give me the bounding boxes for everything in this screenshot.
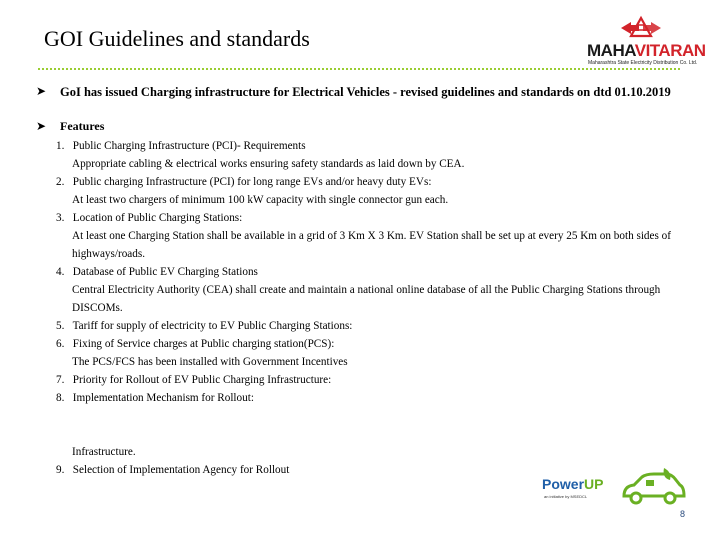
page-number: 8 xyxy=(680,509,686,519)
list-item-text: Public charging Infrastructure (PCI) for long range EVs and/or heavy duty EVs: xyxy=(72,176,432,188)
list-item: 2. Public charging Infrastructure (PCI) for long range EVs and/or heavy duty EVs: xyxy=(56,176,432,188)
list-item: 5. Tariff for supply of electricity to EV Public Charging Stations: xyxy=(56,320,353,332)
list-item-text: Public Charging Infrastructure (PCI)- Requirements xyxy=(72,140,306,152)
powerup-text-up: UP xyxy=(584,476,604,492)
logo-text-vitaran: VITARAN xyxy=(634,41,706,60)
list-item: 7. Priority for Rollout of EV Public Charging Infrastructure: xyxy=(56,374,332,386)
bullet-intro xyxy=(36,84,686,101)
list-item: 8. Implementation Mechanism for Rollout: xyxy=(56,392,254,404)
list-item-detail: Central Electricity Authority (CEA) shall create and maintain a national online database of all the Public Charging Stations through DISCOMs. xyxy=(72,284,661,314)
intro-text: GoI has issued Charging infrastructure for Electrical Vehicles - revised guidelines and standards on dtd 01.10.2019 xyxy=(60,85,671,99)
tower-arrows-icon xyxy=(585,14,697,44)
bullet-features xyxy=(36,119,686,134)
features-heading: Features xyxy=(60,119,105,133)
ev-car-icon xyxy=(620,468,686,506)
powerup-tagline: an initiative by MSEDCL xyxy=(544,494,588,499)
list-item-detail: Appropriate cabling & electrical works ensuring safety standards as laid down by CEA. xyxy=(72,158,465,170)
logo-wordmark xyxy=(587,41,706,61)
list-item-detail: At least two chargers of minimum 100 kW capacity with single connector gun each. xyxy=(72,194,449,206)
powerup-text-power: Power xyxy=(542,476,585,492)
list-item-detail: At least one Charging Station shall be available in a grid of 3 Km X 3 Km. EV Station shall be set up at every 25 Km on both sides of highways/roads. xyxy=(72,230,671,260)
title-divider xyxy=(38,68,680,70)
powerup-wordmark xyxy=(542,476,603,492)
list-item-text: Location of Public Charging Stations: xyxy=(72,212,243,224)
list-item-text: Selection of Implementation Agency for Rollout xyxy=(72,464,290,476)
features-list xyxy=(56,137,686,479)
list-item-text: Database of Public EV Charging Stations xyxy=(72,266,258,278)
list-item-detail: The PCS/FCS has been installed with Government Incentives xyxy=(72,356,348,368)
logo-subtitle: Maharashtra State Electricity Distribution Co. Ltd. xyxy=(588,60,698,66)
powerup-logo xyxy=(532,470,692,506)
logo-text-maha: MAHA xyxy=(587,41,635,60)
arrowhead-bullet-icon: ➤ xyxy=(36,119,47,133)
list-item: 4. Database of Public EV Charging Stations xyxy=(56,266,258,278)
spacer xyxy=(56,407,686,443)
mahavitaran-logo xyxy=(585,14,706,74)
list-item: 3. Location of Public Charging Stations: xyxy=(56,212,243,224)
arrowhead-bullet-icon: ➤ xyxy=(36,84,47,98)
page-title: GOI Guidelines and standards xyxy=(44,26,310,51)
list-item-text: Priority for Rollout of EV Public Charging Infrastructure: xyxy=(72,374,332,386)
list-item-detail: Infrastructure. xyxy=(72,446,136,458)
list-item: 1. Public Charging Infrastructure (PCI)- Requirements xyxy=(56,140,306,152)
list-item-text: Tariff for supply of electricity to EV Public Charging Stations: xyxy=(72,320,353,332)
list-item: 9. Selection of Implementation Agency for Rollout xyxy=(56,464,290,476)
list-item-text: Implementation Mechanism for Rollout: xyxy=(72,392,254,404)
list-item-text: Fixing of Service charges at Public charging station(PCS): xyxy=(72,338,335,350)
list-item: 6. Fixing of Service charges at Public charging station(PCS): xyxy=(56,338,335,350)
